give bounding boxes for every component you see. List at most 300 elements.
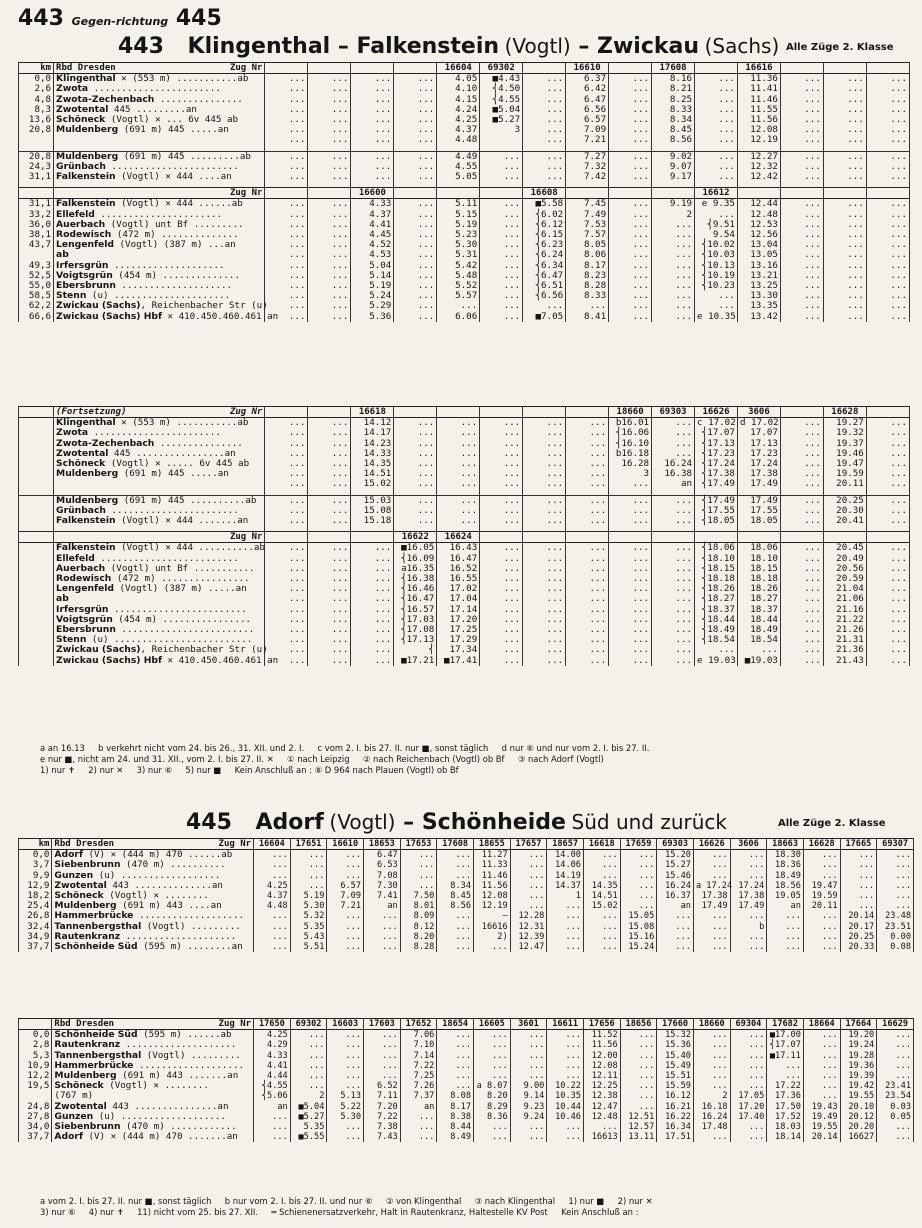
- time-cell: ...: [474, 1040, 511, 1050]
- time-cell: 0.03: [877, 1102, 914, 1112]
- time-cell: 11.56: [737, 115, 780, 125]
- time-cell: 7.09: [566, 125, 609, 135]
- time-cell: ...: [652, 495, 695, 506]
- time-cell: 5.31: [437, 250, 480, 260]
- time-cell: ...: [523, 479, 566, 489]
- station-cell: Siebenbrunn (470 m) ..........: [52, 860, 254, 870]
- time-cell: ...: [693, 1051, 730, 1061]
- time-cell: ...: [327, 1061, 364, 1071]
- time-cell: 21.36: [823, 645, 866, 655]
- time-cell: ...: [474, 1051, 511, 1061]
- station-cell: Ebersbrunn ....................: [54, 281, 265, 291]
- time-cell: ...: [780, 125, 823, 135]
- time-cell: ...: [566, 301, 609, 311]
- time-cell: 6.47: [566, 95, 609, 105]
- time-cell: ...: [866, 635, 909, 645]
- time-cell: ...: [327, 860, 364, 870]
- time-cell: ...: [620, 1081, 657, 1091]
- time-cell: 4.33: [351, 199, 394, 210]
- time-cell: 5.13: [327, 1091, 364, 1101]
- time-cell: ...: [823, 291, 866, 301]
- time-cell: ...: [480, 439, 523, 449]
- time-cell: ...: [657, 942, 694, 952]
- station-cell: Voigtsgrün (454 m) ..............: [54, 271, 265, 281]
- station-cell: Zwickau (Sachs) Hbf ✕ 410.450.460.461 an: [54, 312, 265, 322]
- time-cell: ...: [609, 271, 652, 281]
- time-cell: ...: [480, 645, 523, 655]
- time-cell: ...: [327, 1051, 364, 1061]
- km-cell: 49,3: [19, 261, 54, 271]
- time-cell: ...: [523, 115, 566, 125]
- time-cell: ...: [866, 199, 909, 210]
- time-cell: ...: [823, 312, 866, 322]
- time-cell: ...: [308, 656, 351, 666]
- km-cell: 12,9: [19, 881, 52, 891]
- time-cell: ...: [866, 135, 909, 145]
- time-cell: 16.37: [657, 891, 694, 901]
- time-cell: ...: [823, 220, 866, 230]
- time-cell: ...: [308, 615, 351, 625]
- time-cell: ...: [566, 635, 609, 645]
- time-cell: ...: [609, 615, 652, 625]
- time-cell: ...: [523, 584, 566, 594]
- time-cell: 13.21: [737, 271, 780, 281]
- time-cell: ...: [609, 645, 652, 655]
- time-cell: ...: [254, 911, 291, 921]
- time-cell: ...: [327, 1030, 364, 1041]
- train-number: 16610: [566, 63, 609, 74]
- station-cell: Zwotental 445 .........an: [54, 105, 265, 115]
- station-cell: Falkenstein (Vogtl) ✕ 444 ......ab: [54, 199, 265, 210]
- time-cell: 4.48: [437, 135, 480, 145]
- time-cell: 16.24: [693, 1112, 730, 1122]
- time-cell: ...: [480, 199, 523, 210]
- time-cell: 8.23: [566, 271, 609, 281]
- time-cell: ...: [437, 1040, 474, 1050]
- km-header: km: [19, 63, 54, 74]
- time-cell: ⎨6.02: [523, 210, 566, 220]
- time-cell: ...: [866, 261, 909, 271]
- time-cell: 15.36: [657, 1040, 694, 1050]
- time-cell: ...: [566, 516, 609, 526]
- time-cell: ...: [265, 84, 308, 94]
- time-cell: 4.37: [437, 125, 480, 135]
- time-cell: 18.56: [767, 881, 804, 891]
- time-cell: ...: [566, 656, 609, 666]
- time-cell: 9.00: [510, 1081, 547, 1091]
- time-cell: ...: [265, 135, 308, 145]
- time-cell: 9.23: [510, 1102, 547, 1112]
- timetable-row: [19, 656, 910, 666]
- time-cell: 5.42: [437, 261, 480, 271]
- time-cell: ...: [308, 469, 351, 479]
- time-cell: ...: [523, 459, 566, 469]
- time-cell: ...: [866, 230, 909, 240]
- time-cell: ...: [437, 479, 480, 489]
- time-cell: 9.19: [652, 199, 695, 210]
- station-cell: Tannenbergsthal (Vogtl) .........: [52, 1051, 254, 1061]
- time-cell: ...: [480, 469, 523, 479]
- time-cell: ...: [364, 932, 401, 942]
- time-cell: ...: [583, 860, 620, 870]
- train-number: 17608: [437, 839, 474, 850]
- time-cell: ...: [652, 281, 695, 291]
- station-cell: Zwotental 443 ...............an: [52, 1102, 254, 1112]
- time-cell: 7.22: [364, 1112, 401, 1122]
- time-cell: 15.16: [620, 932, 657, 942]
- time-cell: 13.42: [737, 312, 780, 322]
- time-cell: ...: [351, 656, 394, 666]
- time-cell: ...: [877, 1122, 914, 1132]
- time-cell: 12.48: [737, 210, 780, 220]
- time-cell: 0.08: [877, 942, 914, 952]
- time-cell: ...: [523, 74, 566, 85]
- time-cell: ...: [780, 516, 823, 526]
- time-cell: ...: [693, 1061, 730, 1071]
- time-cell: ...: [480, 220, 523, 230]
- time-cell: 11.46: [737, 95, 780, 105]
- time-cell: ...: [840, 881, 877, 891]
- time-cell: ...: [308, 418, 351, 429]
- time-cell: ⎨6.15: [523, 230, 566, 240]
- time-cell: 21.06: [823, 594, 866, 604]
- train-number: [866, 407, 909, 418]
- train-number: [437, 188, 480, 199]
- time-cell: ...: [566, 479, 609, 489]
- time-cell: ...: [523, 418, 566, 429]
- time-cell: ■19.03: [737, 656, 780, 666]
- time-cell: 7.41: [364, 891, 401, 901]
- time-cell: ...: [308, 301, 351, 311]
- time-cell: ...: [400, 871, 437, 881]
- time-cell: ...: [609, 543, 652, 554]
- timetable-row: [19, 172, 910, 182]
- time-cell: ...: [866, 281, 909, 291]
- time-cell: 7.57: [566, 230, 609, 240]
- station-cell: Hammerbrücke ...................: [52, 911, 254, 921]
- time-cell: 5.57: [437, 291, 480, 301]
- time-cell: an: [364, 901, 401, 911]
- km-cell: [19, 469, 54, 479]
- time-cell: ...: [480, 516, 523, 526]
- time-cell: ⎨18.37: [695, 605, 738, 615]
- time-cell: ...: [480, 418, 523, 429]
- km-cell: [19, 543, 54, 554]
- time-cell: ...: [265, 418, 308, 429]
- km-cell: [19, 564, 54, 574]
- time-cell: 20.20: [840, 1122, 877, 1132]
- time-cell: 8.17: [566, 261, 609, 271]
- km-cell: 31,1: [19, 199, 54, 210]
- time-cell: 20.14: [803, 1132, 840, 1142]
- time-cell: ...: [351, 115, 394, 125]
- time-cell: ...: [523, 172, 566, 182]
- time-cell: ...: [866, 105, 909, 115]
- time-cell: ...: [351, 172, 394, 182]
- time-cell: ...: [523, 564, 566, 574]
- time-cell: ⎨18.18: [695, 574, 738, 584]
- time-cell: 7.14: [400, 1051, 437, 1061]
- time-cell: 1: [547, 891, 584, 901]
- time-cell: 6.42: [566, 84, 609, 94]
- time-cell: [480, 135, 523, 145]
- time-cell: ...: [652, 230, 695, 240]
- time-cell: ...: [866, 459, 909, 469]
- time-cell: 19.46: [823, 449, 866, 459]
- time-cell: ...: [823, 240, 866, 250]
- time-cell: ...: [254, 932, 291, 942]
- station-cell: Schöneck (Vogtl) ✕ ........: [52, 1081, 254, 1091]
- time-cell: ...: [823, 84, 866, 94]
- time-cell: 15.02: [583, 901, 620, 911]
- station-cell: Muldenberg (691 m) 445 .....an: [54, 469, 265, 479]
- time-cell: ⎨17.03: [394, 615, 437, 625]
- km-cell: [19, 656, 54, 666]
- time-cell: 14.33: [351, 449, 394, 459]
- time-cell: ...: [290, 871, 327, 881]
- time-cell: 19.47: [823, 459, 866, 469]
- time-cell: 19.47: [803, 881, 840, 891]
- km-cell: 58,5: [19, 291, 54, 301]
- time-cell: ...: [394, 261, 437, 271]
- km-cell: 31,1: [19, 172, 54, 182]
- train-number: [394, 188, 437, 199]
- time-cell: ...: [609, 261, 652, 271]
- time-cell: 4.55: [437, 162, 480, 172]
- time-cell: ...: [583, 922, 620, 932]
- station-cell: Irfersgrün ....................: [54, 261, 265, 271]
- time-cell: ...: [265, 281, 308, 291]
- time-cell: ...: [308, 479, 351, 489]
- train-number-header: [19, 188, 910, 199]
- time-cell: 3: [609, 469, 652, 479]
- km-cell: 0,0: [19, 850, 52, 861]
- station-cell: (767 m): [52, 1091, 254, 1101]
- train-number: 17651: [290, 839, 327, 850]
- time-cell: ...: [780, 240, 823, 250]
- time-cell: ...: [609, 210, 652, 220]
- train-number: 69302: [290, 1019, 327, 1030]
- time-cell: ...: [652, 261, 695, 271]
- time-cell: ...: [823, 250, 866, 260]
- time-cell: ...: [265, 210, 308, 220]
- time-cell: ...: [480, 615, 523, 625]
- time-cell: 16.34: [657, 1122, 694, 1132]
- time-cell: ...: [866, 543, 909, 554]
- km-cell: 8,3: [19, 105, 54, 115]
- time-cell: ...: [437, 449, 480, 459]
- train-number: 16604: [254, 839, 291, 850]
- time-cell: 9.02: [652, 151, 695, 162]
- time-cell: ...: [480, 459, 523, 469]
- time-cell: ...: [767, 932, 804, 942]
- time-cell: ...: [693, 871, 730, 881]
- station-cell: Zwickau (Sachs), Reichenbacher Str (u): [54, 645, 265, 655]
- time-cell: 17.14: [437, 605, 480, 615]
- time-cell: ...: [866, 605, 909, 615]
- time-cell: 14.19: [547, 871, 584, 881]
- time-cell: ...: [394, 84, 437, 94]
- time-cell: ...: [566, 615, 609, 625]
- time-cell: 17.13: [737, 439, 780, 449]
- time-cell: ...: [254, 1132, 291, 1142]
- train-number: 16626: [695, 407, 738, 418]
- time-cell: ...: [265, 543, 308, 554]
- time-cell: ...: [523, 449, 566, 459]
- time-cell: ...: [803, 1091, 840, 1101]
- time-cell: 17.49: [737, 495, 780, 506]
- time-cell: ...: [866, 594, 909, 604]
- km-cell: [19, 428, 54, 438]
- time-cell: ⎨6.47: [523, 271, 566, 281]
- train-number: 17608: [652, 63, 695, 74]
- time-cell: ...: [265, 95, 308, 105]
- station-cell: Ellefeld ......................: [54, 210, 265, 220]
- time-cell: 5.35: [290, 1122, 327, 1132]
- time-cell: ...: [620, 1091, 657, 1101]
- time-cell: ...: [823, 172, 866, 182]
- time-cell: ...: [480, 162, 523, 172]
- time-cell: ...: [308, 84, 351, 94]
- time-cell: ■17.00: [767, 1030, 804, 1041]
- timetable-row: [19, 942, 914, 952]
- time-cell: 18.49: [767, 871, 804, 881]
- time-cell: ...: [866, 95, 909, 105]
- time-cell: ...: [351, 74, 394, 85]
- time-cell: 19.55: [803, 1122, 840, 1132]
- station-cell: Muldenberg (691 m) 443 .......an: [52, 1071, 254, 1081]
- station-cell: ab: [54, 250, 265, 260]
- time-cell: ...: [780, 449, 823, 459]
- time-cell: 11.46: [474, 871, 511, 881]
- time-cell: ...: [351, 554, 394, 564]
- table-443-class-note: Alle Züge 2. Klasse: [786, 42, 894, 53]
- train-number: 17665: [840, 839, 877, 850]
- km-cell: [19, 495, 54, 506]
- time-cell: ...: [695, 162, 738, 172]
- km-cell: 34,9: [19, 932, 52, 942]
- km-cell: 36,0: [19, 220, 54, 230]
- station-cell: Zwota .......................: [54, 84, 265, 94]
- time-cell: ...: [394, 301, 437, 311]
- time-cell: ...: [866, 574, 909, 584]
- station-cell: Schönheide Süd (595 m) ........an: [52, 942, 254, 952]
- time-cell: ...: [308, 125, 351, 135]
- time-cell: ...: [609, 516, 652, 526]
- time-cell: ...: [394, 135, 437, 145]
- time-cell: 19.20: [840, 1030, 877, 1041]
- table-445-part2: [18, 1018, 914, 1142]
- time-cell: ...: [609, 281, 652, 291]
- station-cell: [54, 479, 265, 489]
- time-cell: ...: [652, 428, 695, 438]
- time-cell: ...: [730, 942, 767, 952]
- time-cell: 12.08: [474, 891, 511, 901]
- time-cell: 8.56: [437, 901, 474, 911]
- train-number: 18663: [767, 839, 804, 850]
- train-number: [566, 407, 609, 418]
- time-cell: ...: [394, 220, 437, 230]
- time-cell: 8.09: [400, 911, 437, 921]
- km-cell: 18,2: [19, 891, 52, 901]
- train-number: 17660: [657, 1019, 694, 1030]
- station-cell: Falkenstein (Vogtl) ✕ 444 ..........ab: [54, 543, 265, 554]
- time-cell: 7.06: [400, 1030, 437, 1041]
- time-cell: ...: [351, 574, 394, 584]
- time-cell: 17.48: [693, 1122, 730, 1132]
- time-cell: 5.19: [437, 220, 480, 230]
- station-cell: Zwota-Zechenbach ...............: [54, 95, 265, 105]
- time-cell: 4.05: [437, 74, 480, 85]
- km-cell: [19, 439, 54, 449]
- time-cell: ⎨9.51: [695, 220, 738, 230]
- time-cell: ■17.21: [394, 656, 437, 666]
- km-cell: [19, 459, 54, 469]
- time-cell: 12.31: [510, 922, 547, 932]
- km-cell: [19, 418, 54, 429]
- time-cell: ...: [866, 250, 909, 260]
- time-cell: ...: [523, 645, 566, 655]
- time-cell: ...: [265, 554, 308, 564]
- time-cell: ...: [657, 922, 694, 932]
- time-cell: ⎨10.02: [695, 240, 738, 250]
- time-cell: ■5.27: [480, 115, 523, 125]
- time-cell: 20.41: [823, 516, 866, 526]
- time-cell: ...: [351, 135, 394, 145]
- station-header: Zug Nr: [54, 188, 265, 199]
- time-cell: ...: [780, 220, 823, 230]
- time-cell: ⎨16.57: [394, 605, 437, 615]
- time-cell: ...: [652, 615, 695, 625]
- train-number: 69303: [652, 407, 695, 418]
- time-cell: 18.14: [767, 1132, 804, 1142]
- time-cell: 20.30: [823, 506, 866, 516]
- time-cell: ...: [866, 151, 909, 162]
- time-cell: ...: [254, 1112, 291, 1122]
- time-cell: 18.44: [737, 615, 780, 625]
- time-cell: 8.36: [474, 1112, 511, 1122]
- time-cell: 20.11: [803, 901, 840, 911]
- time-cell: ...: [823, 162, 866, 172]
- time-cell: ⎨10.03: [695, 250, 738, 260]
- time-cell: an: [400, 1102, 437, 1112]
- time-cell: ...: [877, 871, 914, 881]
- time-cell: ...: [693, 911, 730, 921]
- time-cell: 23.51: [877, 922, 914, 932]
- time-cell: 8.28: [566, 281, 609, 291]
- time-cell: 20.33: [840, 942, 877, 952]
- km-cell: 13,6: [19, 115, 54, 125]
- km-cell: 0,0: [19, 1030, 52, 1041]
- time-cell: ...: [394, 495, 437, 506]
- km-cell: [19, 516, 54, 526]
- time-cell: 4.25: [254, 1030, 291, 1041]
- time-cell: ...: [866, 584, 909, 594]
- time-cell: ...: [351, 84, 394, 94]
- time-cell: ...: [780, 625, 823, 635]
- km-cell: [19, 506, 54, 516]
- train-number: [308, 407, 351, 418]
- time-cell: ...: [866, 469, 909, 479]
- time-cell: ...: [351, 645, 394, 655]
- time-cell: 17.02: [437, 584, 480, 594]
- time-cell: ...: [693, 1081, 730, 1091]
- station-cell: Schöneck (Vogtl) ✕ ........: [52, 891, 254, 901]
- time-cell: ...: [327, 1040, 364, 1050]
- time-cell: 8.01: [400, 901, 437, 911]
- time-cell: ...: [803, 871, 840, 881]
- time-cell: ...: [364, 922, 401, 932]
